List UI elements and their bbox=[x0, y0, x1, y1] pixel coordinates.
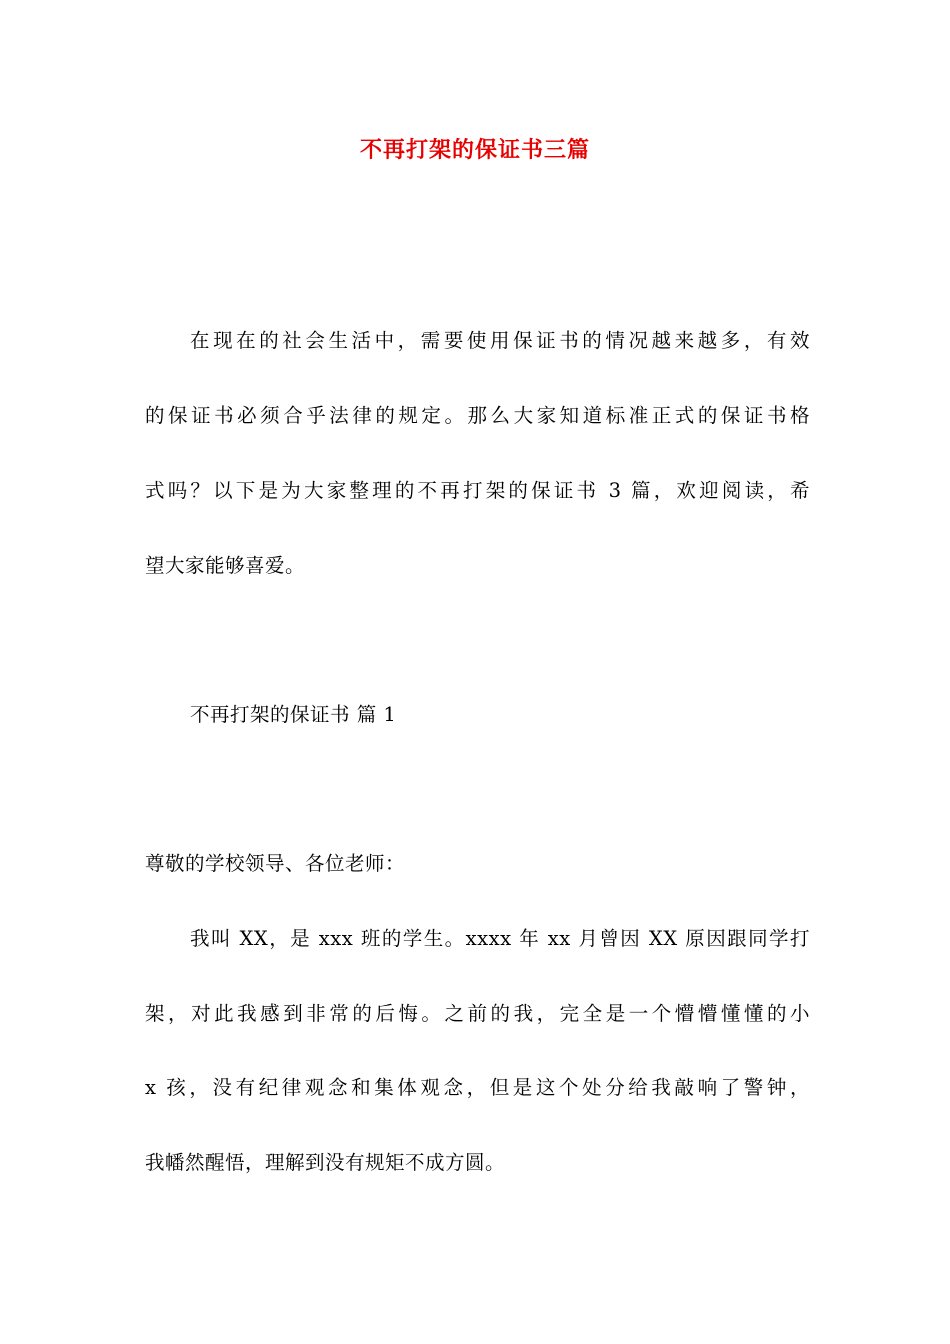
intro-line-3: 式吗？以下是为大家整理的不再打架的保证书 3 篇，欢迎阅读，希 bbox=[145, 479, 810, 502]
body-line-4: 我幡然醒悟，理解到没有规矩不成方圆。 bbox=[145, 1151, 506, 1174]
section-heading: 不再打架的保证书 篇 1 bbox=[190, 703, 397, 726]
salutation: 尊敬的学校领导、各位老师： bbox=[145, 852, 406, 875]
intro-line-1: 在现在的社会生活中，需要使用保证书的情况越来越多，有效 bbox=[190, 329, 810, 352]
body-line-1: 我叫 XX，是 xxx 班的学生。xxxx 年 xx 月曾因 XX 原因跟同学打 bbox=[190, 927, 810, 950]
intro-line-2: 的保证书必须合乎法律的规定。那么大家知道标准正式的保证书格 bbox=[145, 404, 810, 427]
document-title: 不再打架的保证书三篇 bbox=[359, 138, 590, 163]
intro-line-4: 望大家能够喜爱。 bbox=[145, 554, 306, 577]
body-line-3: x 孩，没有纪律观念和集体观念，但是这个处分给我敲响了警钟， bbox=[145, 1076, 810, 1099]
body-line-2: 架，对此我感到非常的后悔。之前的我，完全是一个懵懵懂懂的小 bbox=[145, 1002, 810, 1025]
